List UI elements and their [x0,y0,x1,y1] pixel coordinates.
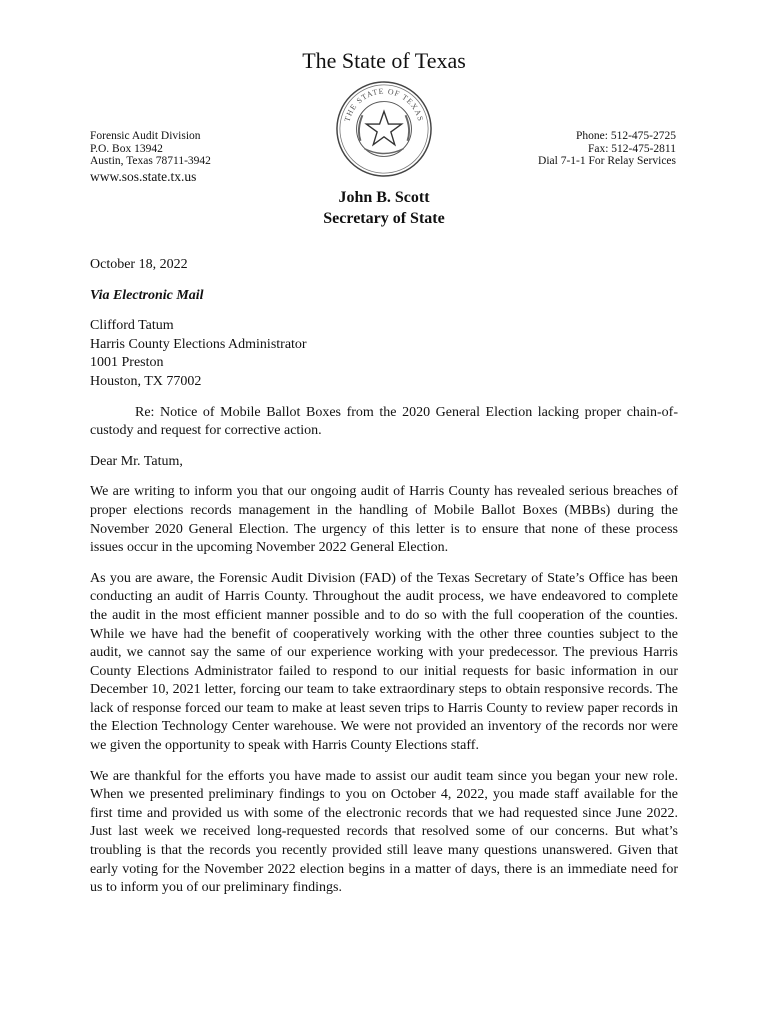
division-name: Forensic Audit Division [90,130,201,142]
phone-number: Phone: 512-475-2725 [576,130,676,142]
letter-body [90,256,678,898]
recipient-city: Houston, TX 77002 [90,373,202,389]
division-address [90,130,211,183]
recipient-street: 1001 Preston [90,355,164,371]
state-seal-icon [335,80,433,178]
paragraph: We are thankful for the efforts you have made to assist our audit team since you began your new role. When we presented preliminary findings to you on October 4, 2022, you made staff available for the first time and provided us with some of the electronic records that we had requested since June 2022. Just last week we received long-requested records that resolved some of our concerns. But what’s troubling is that the records you recently provided still leave many questions unanswered. Given that early voting for the November 2022 election begins in a matter of days, there is an immediate need for us to inform you of our preliminary findings. [90,768,678,896]
letter-date: October 18, 2022 [90,257,188,272]
secretary-block [0,187,768,229]
recipient-title: Harris County Elections Administrator [90,336,307,352]
svg-text:THE STATE OF TEXAS: THE STATE OF TEXAS [342,86,426,123]
website-link[interactable]: www.sos.state.tx.us [90,168,197,184]
fax-number: Fax: 512-475-2811 [587,142,676,155]
paragraph: We are writing to inform you that our ongoing audit of Harris County has revealed serious breaches of proper elections records management in the handling of Mobile Ballot Boxes (MBBs) during the November 2020 General Election. The urgency of this letter is to ensure that none of these process issues occur in the upcoming November 2022 General Election. [90,484,678,556]
relay-services: Dial 7-1-1 For Relay Services [538,155,676,168]
secretary-name: John B. Scott [338,189,430,206]
salutation: Dear Mr. Tatum, [90,453,183,469]
po-box: P.O. Box 13942 [90,142,163,155]
paragraph: As you are aware, the Forensic Audit Division (FAD) of the Texas Secretary of State’s Office has been conducting an audit of Harris County. Throughout the audit process, we have endeavored to complete the audit in the most efficient manner possible and to do so with the full cooperation of the counties. While we have had the benefit of cooperatively working with the other three counties subject to the audit, we cannot say the same of our experience working with your predecessor. The previous Harris County Elections Administrator failed to respond to our initial requests for basic information in our December 10, 2021 letter, forcing our team to take extraordinary steps to obtain responsive records. The lack of response forced our team to make at least seven trips to Harris County to review paper records in the Election Technology Center warehouse. We were not provided an inventory of the records nor were we given the opportunity to speak with Harris County Elections staff. [90,570,678,754]
recipient-name: Clifford Tatum [90,318,174,334]
delivery-method: Via Electronic Mail [90,287,204,303]
secretary-title: Secretary of State [323,210,445,227]
recipient-address [90,317,678,391]
city-state-zip: Austin, Texas 78711-3942 [90,155,211,168]
subject-line: Re: Notice of Mobile Ballot Boxes from the 2020 General Election lacking proper chain-of-custody and request for corrective action. [90,404,678,439]
contact-info [538,130,676,168]
letterhead-title: The State of Texas [302,48,466,73]
